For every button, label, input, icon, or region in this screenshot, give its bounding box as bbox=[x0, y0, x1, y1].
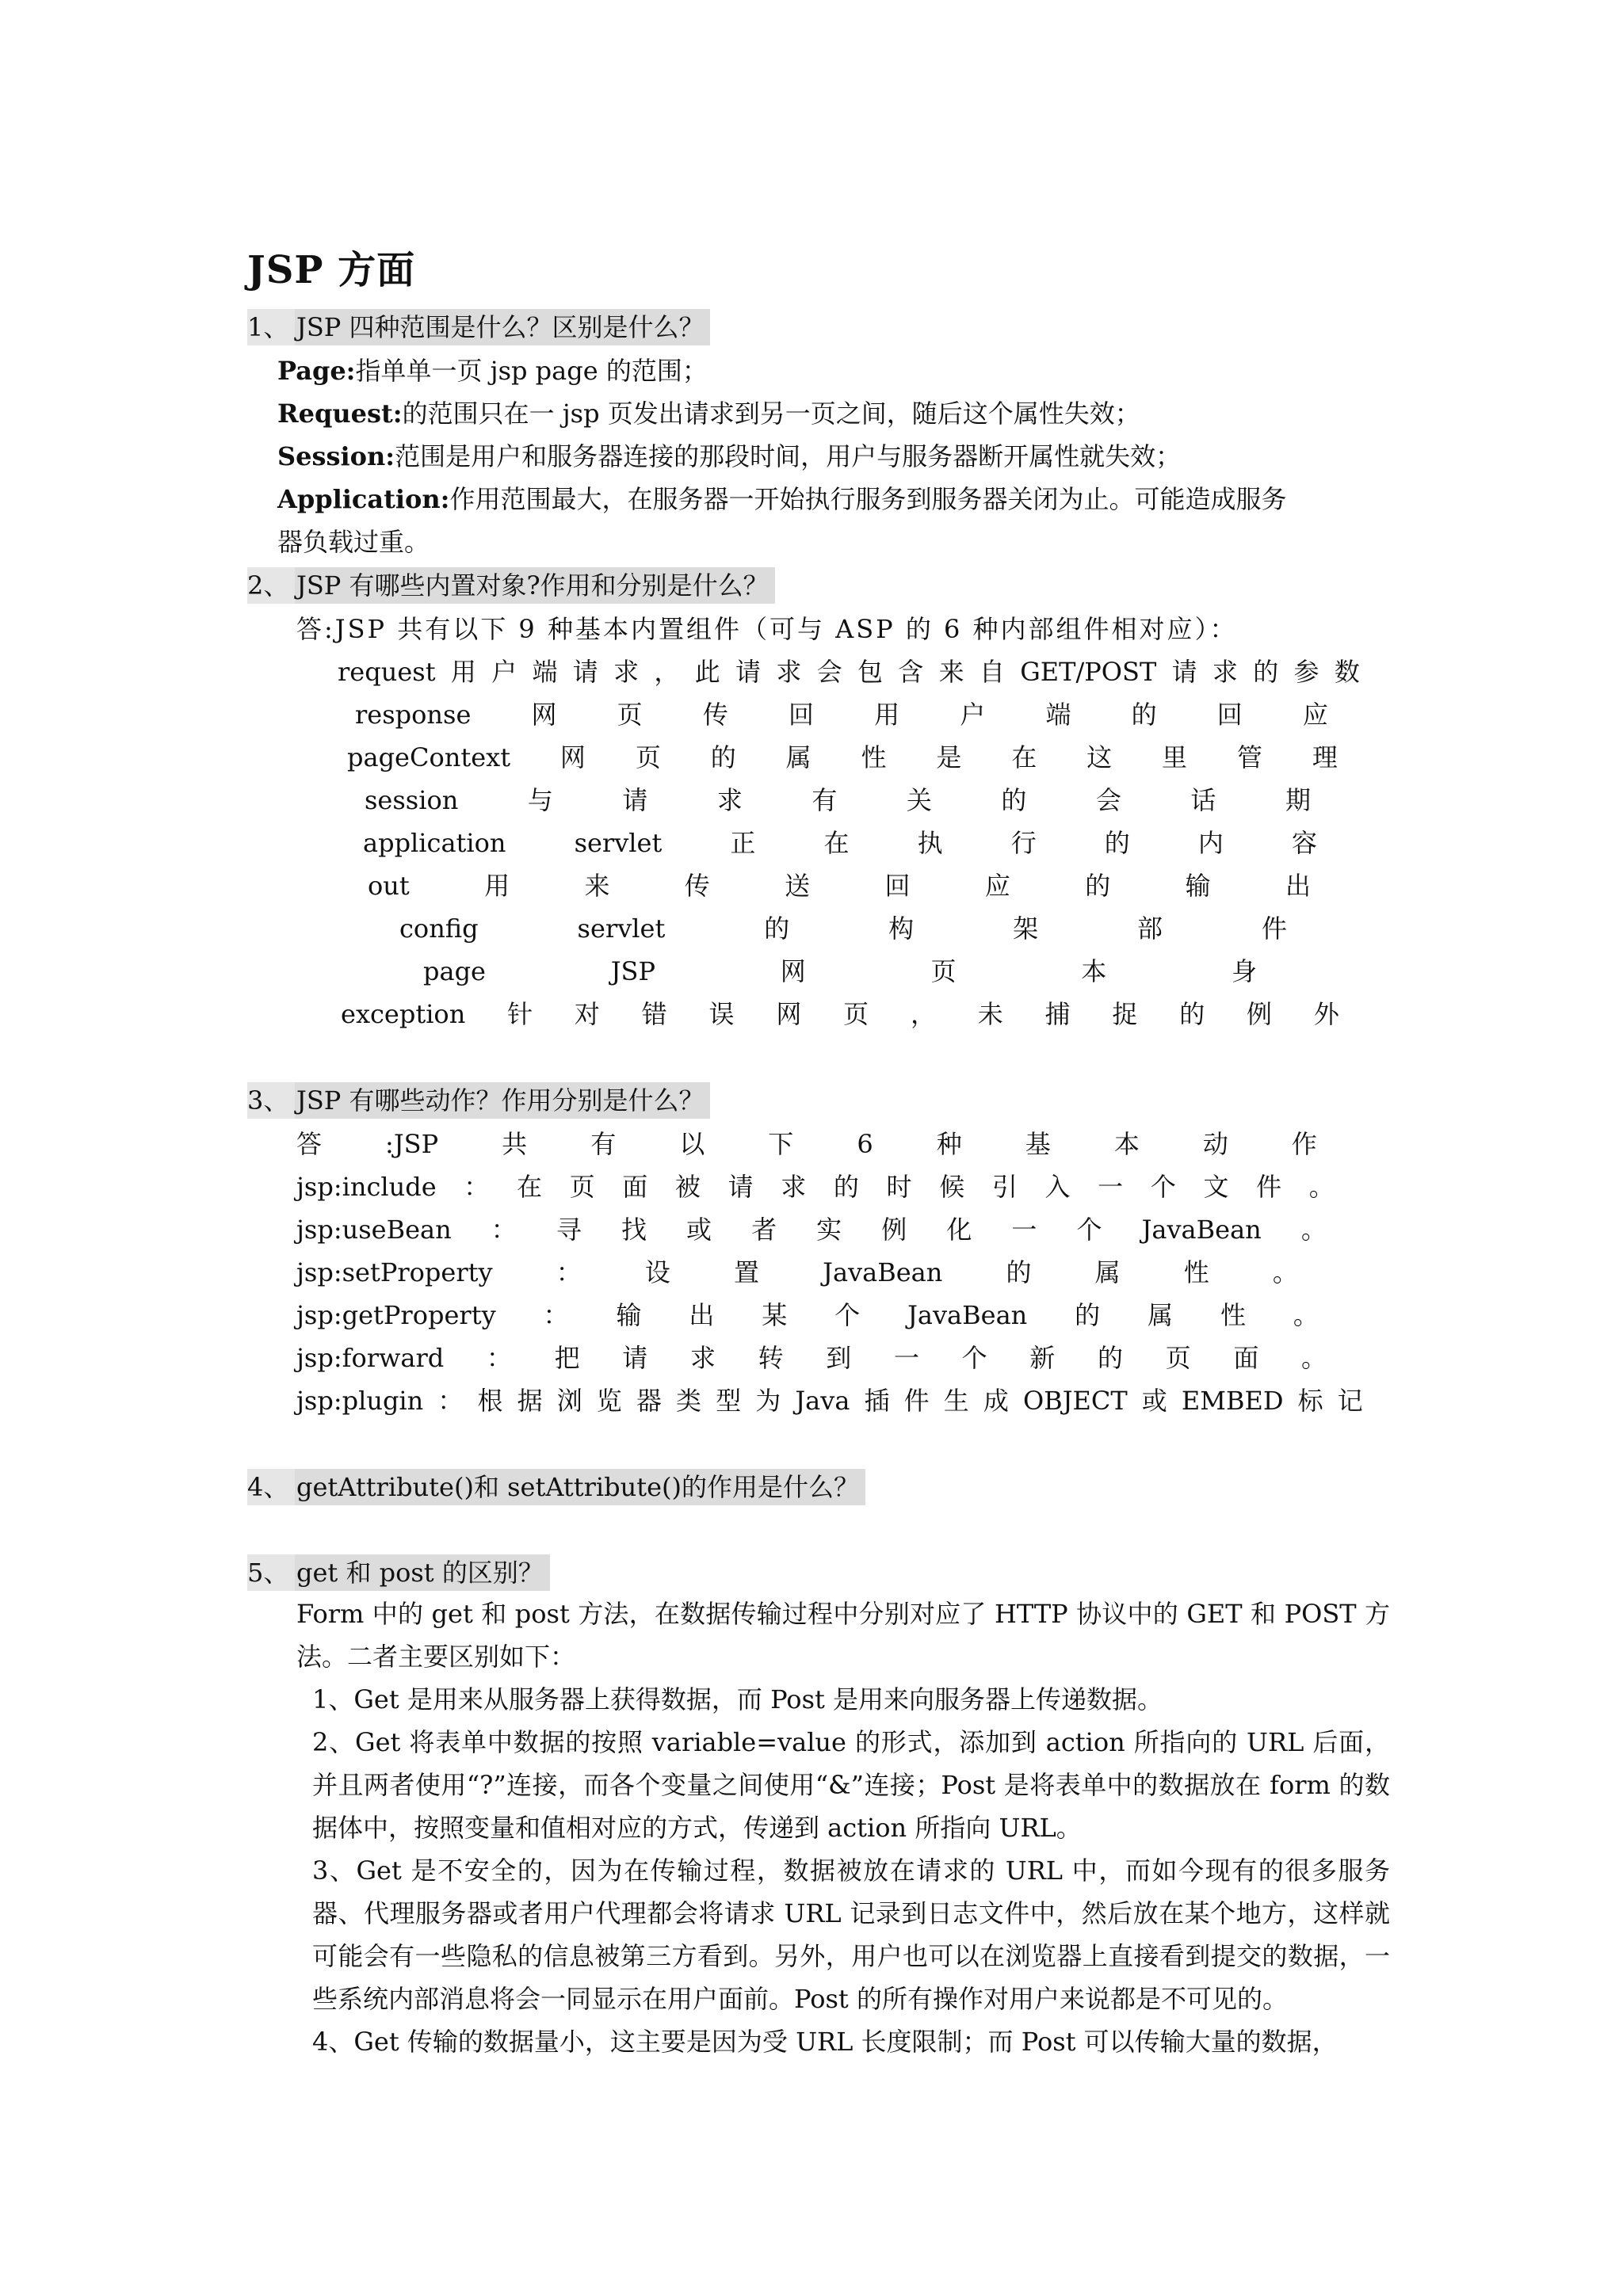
row-token: 网 bbox=[776, 999, 802, 1029]
row-token: servlet bbox=[574, 828, 663, 858]
row-term: session bbox=[365, 785, 459, 815]
row-token: 页 bbox=[635, 742, 661, 772]
row-token: 。 bbox=[1308, 1172, 1335, 1202]
row-term: 答 bbox=[296, 1129, 323, 1159]
row-token: :JSP bbox=[385, 1129, 439, 1159]
row-token: 含 bbox=[898, 657, 924, 687]
row-term: pageContext bbox=[347, 742, 511, 772]
answer-point: 2、Get 将表单中数据的按照 variable=value 的形式，添加到 action 所指向的 URL 后面，并且两者使用“?”连接，而各个变量之间使用“&”连接；Post 是将表单中的数据放在 form 的数据体中，按照变量和值相对应的方式，传递到 action 所指向 URL。 bbox=[312, 1727, 1390, 1843]
row-token: 设 bbox=[644, 1257, 670, 1287]
row-term: jsp:getProperty bbox=[296, 1300, 496, 1330]
builtin-object-row bbox=[399, 911, 1287, 946]
row-token: 出 bbox=[689, 1300, 715, 1330]
q5-answer bbox=[296, 1592, 1390, 2063]
question-3-heading bbox=[247, 1082, 710, 1119]
jsp-action-row bbox=[296, 1127, 1317, 1161]
row-token: 的 bbox=[1097, 1343, 1123, 1373]
row-token: 类 bbox=[676, 1386, 702, 1416]
q2-intro: 答:JSP 共有以下 9 种基本内置组件（可与 ASP 的 6 种内部组件相对应）： bbox=[296, 614, 1238, 644]
row-token: 话 bbox=[1190, 785, 1216, 815]
row-term: request bbox=[338, 657, 436, 687]
scope-application-tail: 器负载过重。 bbox=[277, 527, 430, 557]
row-token: 性 bbox=[861, 742, 887, 772]
row-token: 。 bbox=[1300, 1343, 1327, 1373]
row-token: 行 bbox=[1010, 828, 1037, 858]
row-token: 件 bbox=[1261, 913, 1287, 944]
row-term: jsp:include bbox=[296, 1172, 437, 1202]
answer-point: 4、Get 传输的数据量小，这主要是因为受 URL 长度限制；而 Post 可以传输大量的数据， bbox=[312, 2027, 1338, 2057]
row-token: 网 bbox=[531, 700, 557, 730]
row-token: 者 bbox=[751, 1215, 777, 1245]
row-token: 面 bbox=[622, 1172, 648, 1202]
row-token: 来 bbox=[938, 657, 964, 687]
jsp-action-row bbox=[296, 1255, 1298, 1290]
jsp-action-row bbox=[296, 1212, 1327, 1247]
row-token: 在 bbox=[1011, 742, 1037, 772]
row-token: 。 bbox=[1300, 1215, 1327, 1245]
jsp-action-row bbox=[296, 1298, 1319, 1333]
row-token: 应 bbox=[1302, 700, 1328, 730]
row-term: out bbox=[368, 871, 410, 901]
row-token: 数 bbox=[1334, 657, 1360, 687]
row-token: 与 bbox=[527, 785, 553, 815]
row-token: 属 bbox=[1094, 1257, 1121, 1287]
row-token: 到 bbox=[826, 1343, 852, 1373]
row-token: 基 bbox=[1025, 1129, 1051, 1159]
row-token: 针 bbox=[507, 999, 533, 1029]
row-token: 属 bbox=[1148, 1300, 1174, 1330]
row-token: 面 bbox=[1233, 1343, 1259, 1373]
row-token: JavaBean bbox=[1141, 1215, 1262, 1245]
row-token: 构 bbox=[888, 913, 915, 944]
row-token: 页 bbox=[1165, 1343, 1191, 1373]
row-token: 共 bbox=[502, 1129, 528, 1159]
row-token: ， bbox=[910, 999, 936, 1029]
row-token: ： bbox=[437, 1386, 464, 1416]
row-token: 一 bbox=[1098, 1172, 1124, 1202]
row-token: 参 bbox=[1293, 657, 1319, 687]
jsp-action-row bbox=[296, 1341, 1327, 1375]
scope-text: 的范围只在一 jsp 页发出请求到另一页之间，随后这个属性失效； bbox=[402, 399, 1140, 429]
row-token: 这 bbox=[1086, 742, 1113, 772]
row-token: 用 bbox=[484, 871, 510, 901]
row-token: 的 bbox=[1001, 785, 1027, 815]
row-token: 架 bbox=[1013, 913, 1039, 944]
row-token: 个 bbox=[961, 1343, 987, 1373]
row-token: JavaBean bbox=[823, 1257, 943, 1287]
answer-paragraph: Form 中的 get 和 post 方法，在数据传输过程中分别对应了 HTTP 协议中的 GET 和 POST 方法。二者主要区别如下： bbox=[296, 1599, 1390, 1672]
scope-text: 范围是用户和服务器连接的那段时间，用户与服务器断开属性就失效； bbox=[395, 441, 1182, 471]
row-token: 户 bbox=[960, 700, 986, 730]
row-token: ： bbox=[464, 1172, 490, 1202]
row-token: 应 bbox=[984, 871, 1010, 901]
scope-page bbox=[277, 353, 708, 388]
question-2-heading bbox=[247, 567, 775, 604]
row-token: 请 bbox=[1171, 657, 1197, 687]
builtin-object-row bbox=[341, 997, 1339, 1032]
row-token: 候 bbox=[939, 1172, 965, 1202]
row-token: 请 bbox=[572, 657, 598, 687]
row-token: 正 bbox=[730, 828, 756, 858]
row-token: 用 bbox=[450, 657, 476, 687]
row-token: 有 bbox=[590, 1129, 617, 1159]
row-token: 寻 bbox=[556, 1215, 582, 1245]
row-token: 端 bbox=[1045, 700, 1071, 730]
question-number: 1、 bbox=[247, 309, 295, 345]
row-token: 个 bbox=[1150, 1172, 1176, 1202]
scope-text: 作用范围最大，在服务器一开始执行服务到服务器关闭为止。可能造成服务 bbox=[449, 484, 1287, 514]
row-token: 生 bbox=[943, 1386, 969, 1416]
row-token: 请 bbox=[622, 785, 648, 815]
row-token: 的 bbox=[1104, 828, 1130, 858]
row-token: ： bbox=[556, 1257, 582, 1287]
row-token: 个 bbox=[1076, 1215, 1102, 1245]
row-token: 捕 bbox=[1044, 999, 1071, 1029]
row-term: page bbox=[423, 956, 486, 986]
row-token: 请 bbox=[727, 1172, 754, 1202]
row-token: 入 bbox=[1044, 1172, 1071, 1202]
row-token: 的 bbox=[1085, 871, 1111, 901]
row-token: 种 bbox=[936, 1129, 962, 1159]
question-text: getAttribute()和 setAttribute()的作用是什么？ bbox=[295, 1469, 865, 1505]
row-token: ： bbox=[486, 1343, 512, 1373]
scope-label: Application: bbox=[277, 484, 450, 514]
row-term: jsp:setProperty bbox=[296, 1257, 493, 1287]
row-token: 网 bbox=[559, 742, 586, 772]
row-token: 页 bbox=[569, 1172, 595, 1202]
question-1-heading bbox=[247, 309, 710, 345]
row-token: 一 bbox=[893, 1343, 919, 1373]
builtin-object-row bbox=[355, 697, 1328, 732]
row-token: 浏 bbox=[556, 1386, 582, 1416]
row-token: 根 bbox=[477, 1386, 503, 1416]
row-term: exception bbox=[341, 999, 466, 1029]
row-token: 回 bbox=[788, 700, 814, 730]
row-token: GET/POST bbox=[1020, 657, 1157, 687]
row-token: JavaBean bbox=[907, 1300, 1028, 1330]
question-number: 3、 bbox=[247, 1082, 295, 1119]
row-token: servlet bbox=[577, 913, 666, 944]
row-token: OBJECT bbox=[1022, 1386, 1128, 1416]
row-token: 某 bbox=[762, 1300, 788, 1330]
row-token: 对 bbox=[574, 999, 600, 1029]
row-token: 把 bbox=[554, 1343, 580, 1373]
row-token: 网 bbox=[780, 956, 806, 986]
row-token: 内 bbox=[1197, 828, 1224, 858]
row-token: 包 bbox=[857, 657, 883, 687]
row-token: 关 bbox=[906, 785, 932, 815]
row-token: 的 bbox=[1075, 1300, 1101, 1330]
row-token: 或 bbox=[1141, 1386, 1167, 1416]
row-token: 时 bbox=[886, 1172, 912, 1202]
row-token: 求 bbox=[716, 785, 743, 815]
jsp-action-row bbox=[296, 1383, 1363, 1418]
row-token: 新 bbox=[1029, 1343, 1056, 1373]
row-token: 的 bbox=[1006, 1257, 1032, 1287]
row-token: JSP bbox=[610, 956, 655, 986]
row-token: 会 bbox=[816, 657, 842, 687]
question-text: JSP 四种范围是什么？区别是什么？ bbox=[295, 309, 710, 345]
row-token: ： bbox=[543, 1300, 569, 1330]
row-token: 送 bbox=[785, 871, 811, 901]
row-term: config bbox=[399, 913, 479, 944]
question-text: JSP 有哪些动作？作用分别是什么？ bbox=[295, 1082, 710, 1119]
row-token: 性 bbox=[1183, 1257, 1209, 1287]
row-token: 有 bbox=[812, 785, 838, 815]
row-token: 的 bbox=[764, 913, 790, 944]
row-token: 览 bbox=[596, 1386, 622, 1416]
row-token: 的 bbox=[833, 1172, 859, 1202]
row-token: 以 bbox=[679, 1129, 705, 1159]
row-token: 。 bbox=[1272, 1257, 1298, 1287]
row-token: 标 bbox=[1297, 1386, 1323, 1416]
row-token: 置 bbox=[733, 1257, 759, 1287]
row-token: 的 bbox=[1131, 700, 1157, 730]
row-token: 文 bbox=[1203, 1172, 1229, 1202]
row-token: 或 bbox=[686, 1215, 712, 1245]
question-4-heading bbox=[247, 1469, 865, 1505]
row-token: 页 bbox=[843, 999, 869, 1029]
row-token: 的 bbox=[1253, 657, 1279, 687]
row-term: response bbox=[355, 700, 472, 730]
builtin-object-row bbox=[338, 654, 1360, 689]
row-token: 外 bbox=[1313, 999, 1339, 1029]
row-token: 器 bbox=[636, 1386, 662, 1416]
scope-application bbox=[277, 482, 1286, 517]
row-token: 作 bbox=[1291, 1129, 1317, 1159]
row-token: 被 bbox=[674, 1172, 701, 1202]
row-token: 下 bbox=[768, 1129, 794, 1159]
row-token: 里 bbox=[1162, 742, 1188, 772]
row-token: 理 bbox=[1312, 742, 1338, 772]
row-token: 例 bbox=[1247, 999, 1273, 1029]
row-token: 捉 bbox=[1112, 999, 1138, 1029]
row-token: 属 bbox=[785, 742, 812, 772]
row-token: 的 bbox=[1179, 999, 1205, 1029]
row-token: 错 bbox=[641, 999, 667, 1029]
row-token: 插 bbox=[864, 1386, 890, 1416]
row-token: 请 bbox=[735, 657, 762, 687]
row-token: 未 bbox=[977, 999, 1003, 1029]
row-token: 回 bbox=[884, 871, 911, 901]
row-token: 回 bbox=[1216, 700, 1243, 730]
scope-label: Request: bbox=[277, 399, 403, 429]
row-token: 引 bbox=[991, 1172, 1018, 1202]
row-token: 求 bbox=[776, 657, 802, 687]
row-token: 找 bbox=[621, 1215, 647, 1245]
row-token: 出 bbox=[1285, 871, 1311, 901]
row-token: Java bbox=[795, 1386, 850, 1416]
scope-text: 指单单一页 jsp page 的范围； bbox=[355, 356, 708, 386]
scope-request bbox=[277, 396, 1140, 431]
row-token: 求 bbox=[613, 657, 640, 687]
row-token: 本 bbox=[1081, 956, 1107, 986]
row-token: 本 bbox=[1113, 1129, 1140, 1159]
scope-session bbox=[277, 439, 1181, 474]
row-token: 型 bbox=[716, 1386, 742, 1416]
row-token: 一 bbox=[1011, 1215, 1037, 1245]
question-text: JSP 有哪些内置对象?作用和分别是什么？ bbox=[295, 567, 775, 604]
row-token: 实 bbox=[816, 1215, 842, 1245]
row-token: 期 bbox=[1285, 785, 1311, 815]
row-token: 管 bbox=[1236, 742, 1262, 772]
page-title: JSP 方面 bbox=[247, 248, 416, 292]
question-text: get 和 post 的区别？ bbox=[295, 1554, 550, 1591]
row-token: 自 bbox=[979, 657, 1005, 687]
row-term: application bbox=[363, 828, 506, 858]
builtin-object-row bbox=[347, 740, 1338, 775]
row-token: 用 bbox=[874, 700, 900, 730]
row-term: jsp:useBean bbox=[296, 1215, 452, 1245]
row-token: 页 bbox=[617, 700, 643, 730]
row-token: 会 bbox=[1095, 785, 1121, 815]
row-token: ， bbox=[654, 657, 680, 687]
row-token: ： bbox=[491, 1215, 517, 1245]
builtin-object-row bbox=[368, 868, 1311, 903]
row-token: 求 bbox=[781, 1172, 807, 1202]
question-number: 4、 bbox=[247, 1469, 295, 1505]
question-5-heading bbox=[247, 1554, 550, 1591]
question-number: 2、 bbox=[247, 567, 295, 604]
row-token: 容 bbox=[1291, 828, 1317, 858]
row-term: jsp:forward bbox=[296, 1343, 445, 1373]
row-token: 来 bbox=[584, 871, 610, 901]
row-token: 在 bbox=[823, 828, 850, 858]
row-token: 部 bbox=[1137, 913, 1163, 944]
row-token: 据 bbox=[517, 1386, 543, 1416]
row-token: EMBED bbox=[1181, 1386, 1284, 1416]
row-token: 输 bbox=[1185, 871, 1211, 901]
builtin-object-row bbox=[363, 826, 1317, 860]
question-number: 5、 bbox=[247, 1554, 295, 1591]
row-token: 传 bbox=[684, 871, 710, 901]
row-token: 性 bbox=[1220, 1300, 1246, 1330]
row-token: 身 bbox=[1231, 956, 1257, 986]
row-token: 件 bbox=[903, 1386, 930, 1416]
row-token: 求 bbox=[1212, 657, 1238, 687]
row-token: 端 bbox=[532, 657, 558, 687]
row-token: 件 bbox=[1256, 1172, 1282, 1202]
row-token: 记 bbox=[1337, 1386, 1363, 1416]
row-token: 在 bbox=[516, 1172, 542, 1202]
row-token: 页 bbox=[930, 956, 957, 986]
row-token: 例 bbox=[881, 1215, 907, 1245]
row-token: 成 bbox=[983, 1386, 1009, 1416]
row-token: 化 bbox=[946, 1215, 972, 1245]
scope-label: Session: bbox=[277, 441, 395, 471]
row-token: 请 bbox=[622, 1343, 648, 1373]
row-token: 。 bbox=[1293, 1300, 1319, 1330]
row-token: 的 bbox=[710, 742, 736, 772]
answer-point: 1、Get 是用来从服务器上获得数据，而 Post 是用来向服务器上传递数据。 bbox=[312, 1684, 1163, 1714]
row-token: 执 bbox=[917, 828, 943, 858]
row-token: 输 bbox=[616, 1300, 642, 1330]
row-token: 是 bbox=[936, 742, 962, 772]
row-term: jsp:plugin bbox=[296, 1386, 424, 1416]
scope-label: Page: bbox=[277, 356, 356, 386]
row-token: 户 bbox=[491, 657, 517, 687]
row-token: 转 bbox=[758, 1343, 784, 1373]
builtin-object-row bbox=[365, 783, 1311, 818]
jsp-action-row bbox=[296, 1169, 1335, 1204]
row-token: 求 bbox=[689, 1343, 716, 1373]
answer-point: 3、Get 是不安全的，因为在传输过程，数据被放在请求的 URL 中，而如今现有的很多服务器、代理服务器或者用户代理都会将请求 URL 记录到日志文件中，然后放在某个地方，这样就可能会有一些隐私的信息被第三方看到。另外，用户也可以在浏览器上直接看到提交的数据，一些系统内部消息将会一同显示在用户面前。Post 的所有操作对用户来说都是不可见的。 bbox=[312, 1855, 1390, 2014]
row-token: 此 bbox=[694, 657, 720, 687]
builtin-object-row bbox=[423, 954, 1257, 989]
row-token: 为 bbox=[755, 1386, 781, 1416]
row-token: 传 bbox=[702, 700, 728, 730]
row-token: 6 bbox=[857, 1129, 873, 1159]
row-token: 误 bbox=[708, 999, 735, 1029]
row-token: 动 bbox=[1202, 1129, 1228, 1159]
row-token: 个 bbox=[834, 1300, 861, 1330]
